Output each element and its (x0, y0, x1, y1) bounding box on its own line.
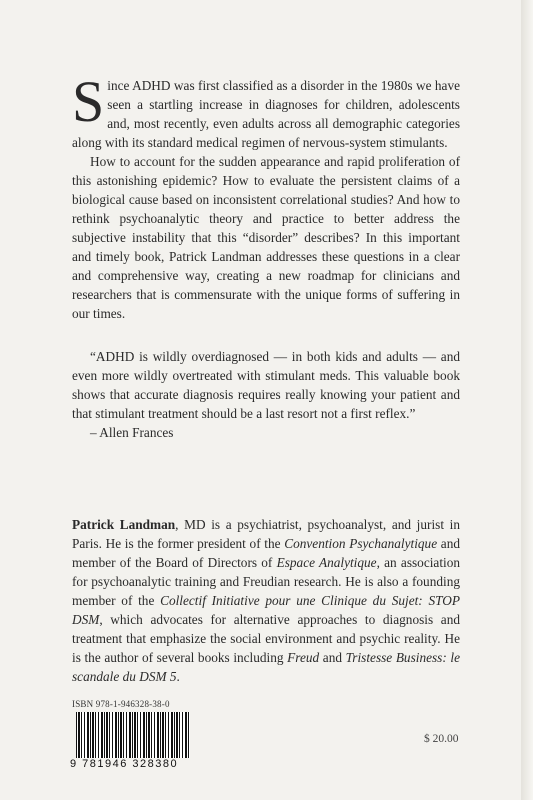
book-description (72, 69, 460, 323)
bio-italic-title: Convention Psychanalytique (284, 536, 438, 551)
page-edge (521, 0, 533, 800)
price-label: $ 20.00 (424, 733, 459, 745)
bio-text: and (319, 650, 346, 665)
endorsement (72, 347, 460, 442)
barcode-icon (76, 712, 190, 758)
description-paragraph-2: How to account for the sudden appearance and rapid proliferation of this astonishing epidemic? How to evaluate the persistent claims of a biological cause based on inconsistent correlational studies? And how to rethink psychoanalytic theory and practice to better address the subjective instability that this “disorder” describes? In this important and timely book, Patrick Landman addresses these questions in a clear and comprehensive way, creating a new roadmap for clinicians and researchers that is commensurate with the unique forms of suffering in our times. (72, 154, 460, 321)
bio-italic-title: Collectif Initiative pour une Clinique du Sujet: STOP DSM (72, 593, 460, 627)
bio-text: , MD is a psychiatrist, psychoanalyst, and jurist in Paris. He is the former president of the (72, 517, 461, 551)
endorsement-quote: “ADHD is wildly overdiagnosed — in both kids and adults — and even more wildly overtreated with stimulant meds. This valuable book shows that accurate diagnosis requires really knowing your patient and that stimulant treatment should be a last resort not a first reflex.” (72, 349, 460, 421)
author-name: Patrick Landman (72, 517, 176, 532)
bio-italic-title: Tristesse Business: le scandale du DSM 5 (72, 650, 461, 684)
isbn-label: ISBN 978-1-946328-38-0 (72, 699, 170, 709)
bio-text: and member of the Board of Directors of (72, 536, 460, 570)
bio-text: , which advocates for alternative approaches to diagnosis and treatment that emphasize the social environment and psychic reality. He is the author of several books including (72, 612, 460, 665)
barcode-digits: 9 781946 328380 (70, 758, 179, 770)
description-paragraph-1-text: ince ADHD was first classified as a disorder in the 1980s we have seen a startling increase in diagnoses for children, adolescents and, most recently, even adults across all demographic categories along with its standard medical regimen of nervous-system stimulants. (72, 78, 460, 150)
bio-text: . (176, 669, 180, 684)
endorsement-attribution: – Allen Frances (90, 425, 174, 440)
drop-cap: S (72, 69, 105, 134)
bio-italic-title: Espace Analytique (276, 555, 377, 570)
description-paragraph-1 (72, 69, 460, 152)
bio-text: , an association for psychoanalytic training and Freudian research. He is also a founding member of the (72, 555, 461, 608)
bio-italic-title: Freud (287, 650, 320, 665)
author-bio-paragraph (72, 515, 460, 686)
author-bio (72, 515, 460, 686)
